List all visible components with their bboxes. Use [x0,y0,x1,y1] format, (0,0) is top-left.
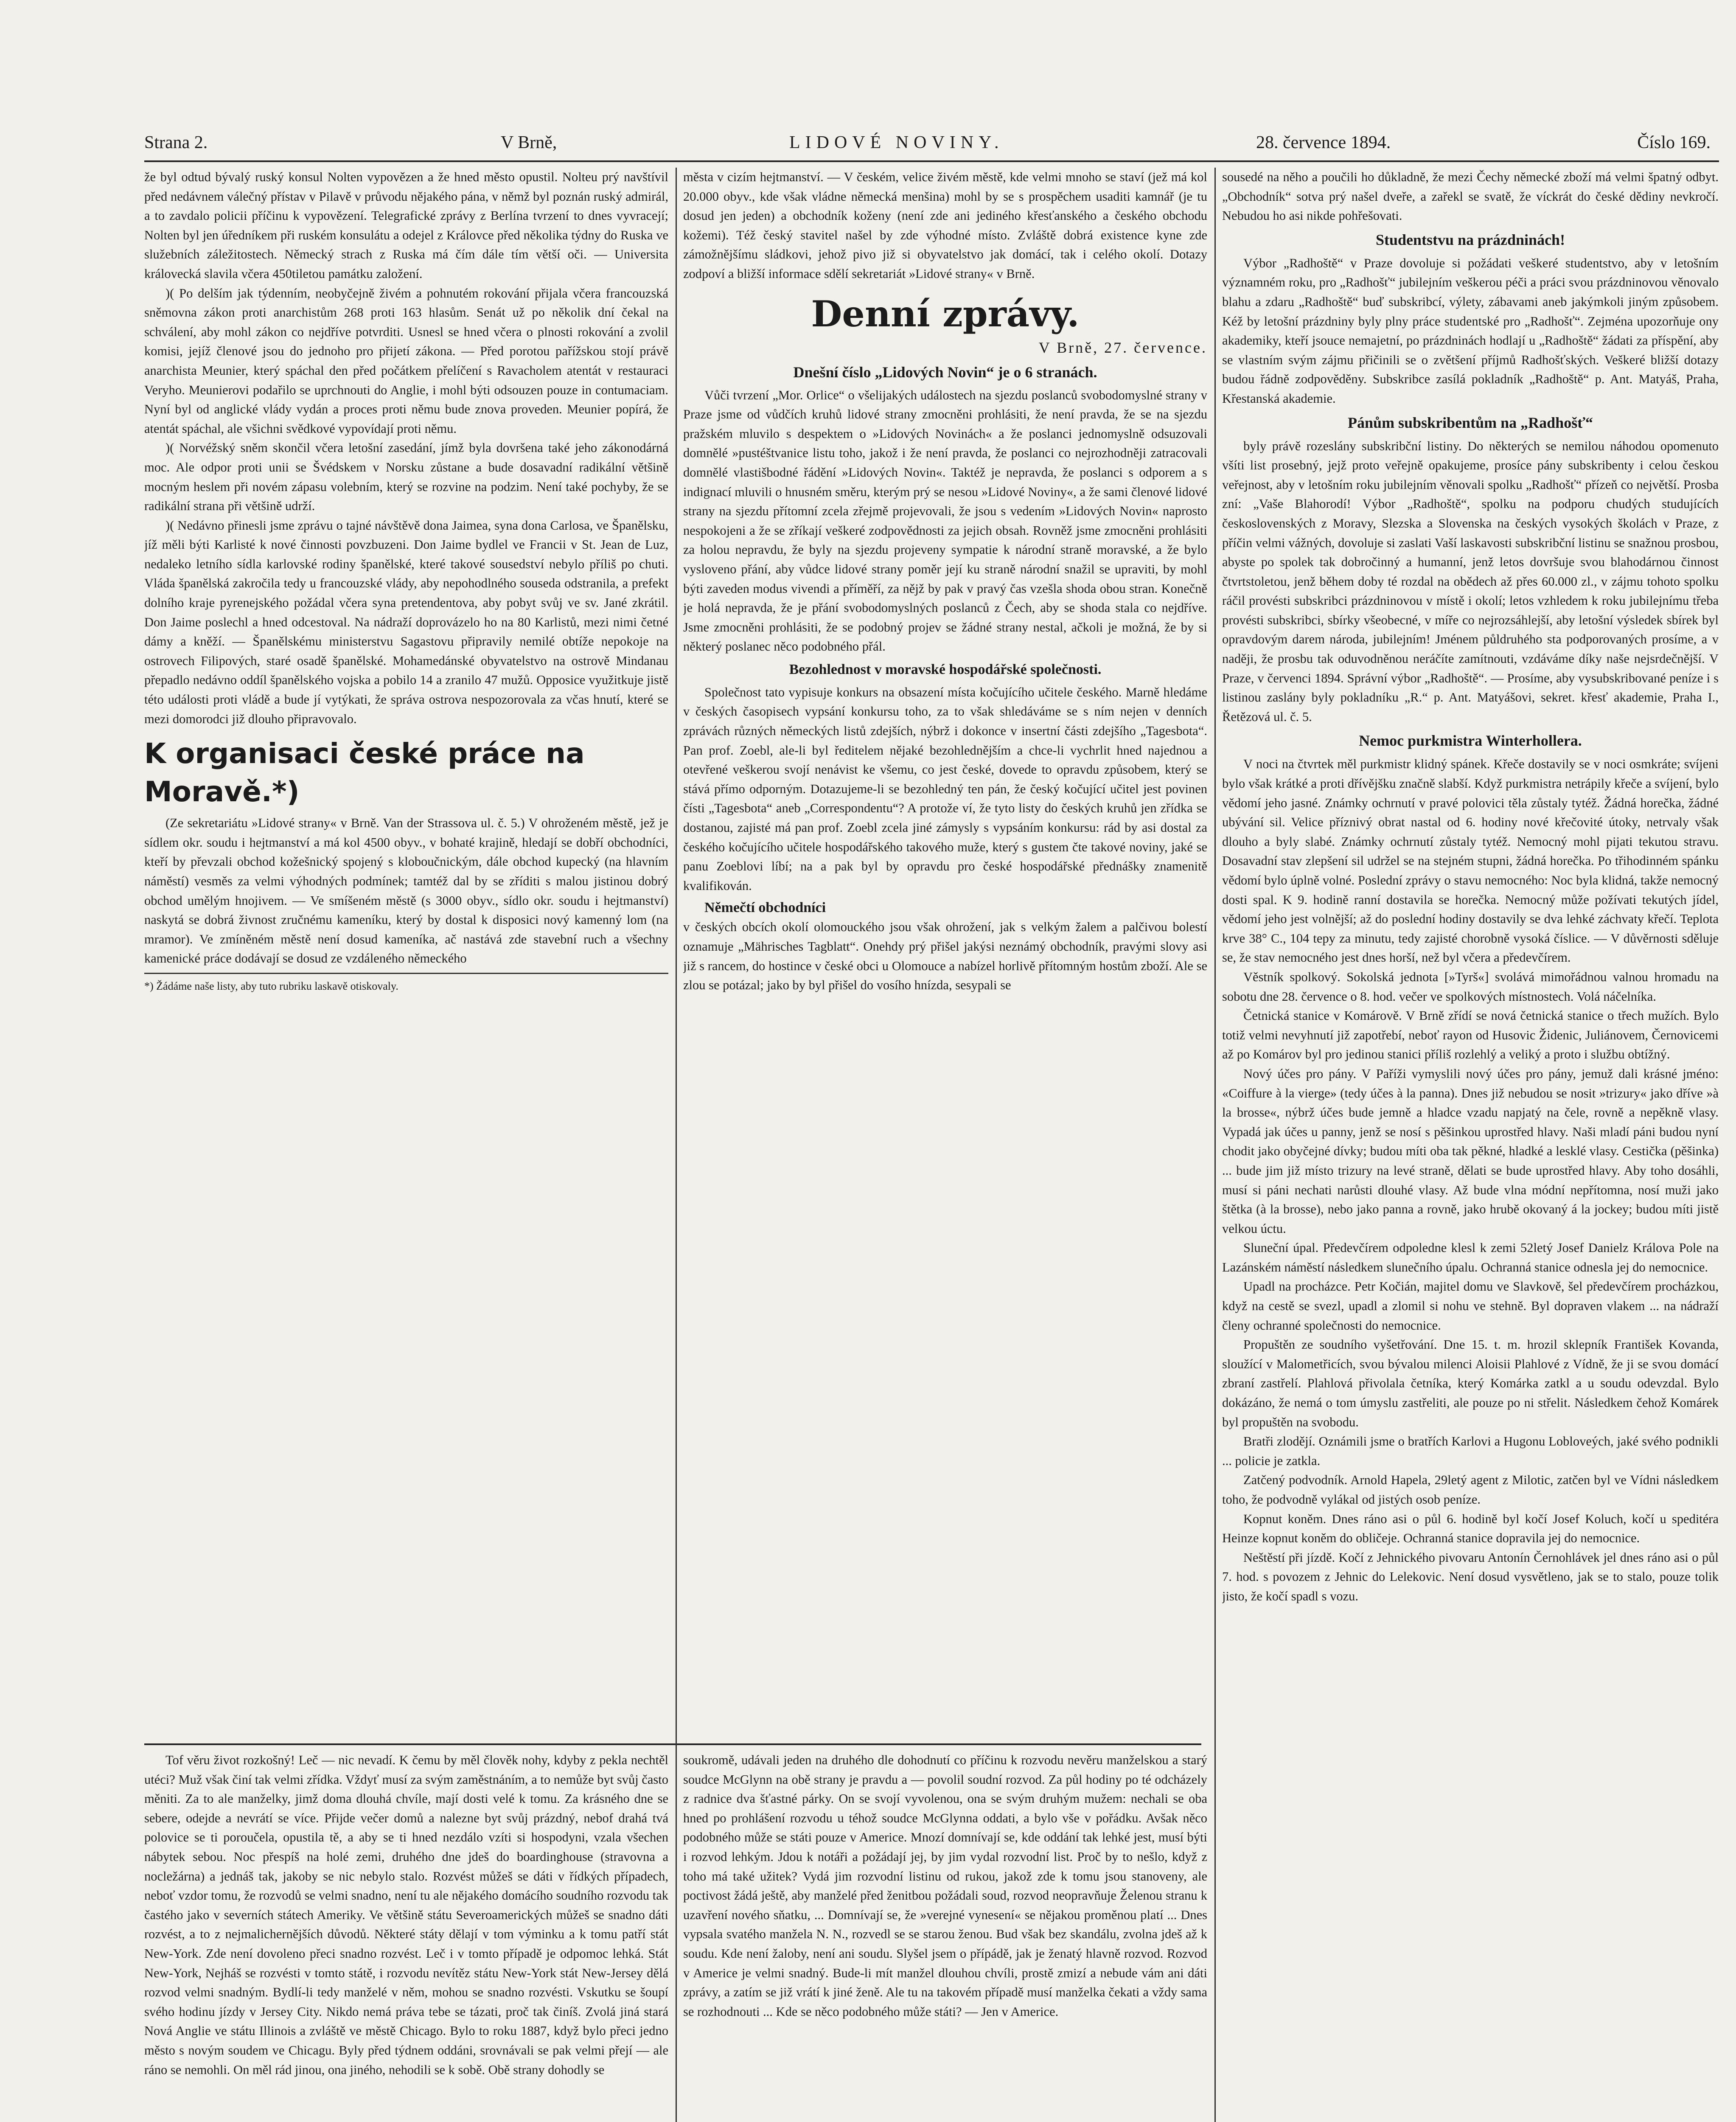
article-text: Vůči tvrzení „Mor. Orlice“ o všelijakých událostech na sjezdu poslanců svobodomyslné strany v Praze jsme od vůdčích kruhů lidové strany zmocněni prohlásiti, že není pravda, že se na sjezdu pražském mluvilo s despektem o »Lidových Novinách« a že poslanci jednomyslně odsuzovali domnělé »pustéštvanice listu toho, jakož i že není pravda, že poslanci co nejrozhodněji zatracovali domnělé vlastišbodné řádění »Lidových Novin«. Taktéž je nepravda, že poslanci s odporem a s indignací mluvili o hnusném směru, kterým prý se nesou »Lidové Noviny«, a že sami členové lidové strany na sjezdu přítomní zcela zřejmě projevovali, že jsou s vedením »Lidových Novin« naprosto nespokojeni a že se zříkají veškeré zodpovědnosti za jejich obsah. Rovněž jsme zmocněni prohlásiti za holou nepravdu, že byly na sjezdu projeveny sympatie k národní straně moravské, a že bylo vysloveno přání, aby vůdce lidové strany poměr její ku straně národní snažil se upraviti, by mohl býti zaveden modus vivendi a příměří, za nějž by pak v pravý čas vzešla shoda obou stran. Konečně je holá nepravda, že je přání svobodomyslných poslanců z Čech, aby se shoda stala co nejdříve. Jsme zmocněni prohlásiti, že se podobný projev se žádné strany nestal, ačkoli je možná, že by si některý poslanec něco podobného přál. [683,387,1207,654]
news-item: Propuštěn ze soudního vyšetřování. Dne 15. t. m. hrozil sklepník František Kovanda, sloužící v Malometřicích, svou bývalou milenci Aloisii Plahlové z Vídně, že ji se svou domácí zbraní zastřelí. Plahlová přivolala četníka, který Komárka zatkl a u soudu odevzdal. Bylo dokázáno, že nemá o tom úmyslu zastřeliti, ale pouze po ni střelit. Následkem čehož Komárek byl propuštěn na svobodu. [1222,1337,1719,1429]
footnote: *) Žádáme naše listy, aby tuto rubriku laskavě otiskovaly. [144,980,398,992]
article-text: )( Norvéžský sněm skončil včera letošní zasedání, jímž byla dovršena také jeho zákonodárná moc. Ale odpor proti unii se Švédskem v Norsku zůstane a bude dosavadní radikální většině mocným heslem při novém zápasu volebním, který se rozvine na podzim. Není také pochyby, že se radikální strana při většině udrží. [144,441,668,514]
page-label: Strana 2. [144,133,208,152]
news-item: Nový účes pro pány. V Paříži vymyslili nový účes pro pány, jemuž dali krásné jméno: «Coiffure à la vierge» (tedy účes à la panna). Dnes již nebudou se nosit »trizury« jako dříve »à la brosse«, nýbrž účes bude jemně a hladce vzadu napjatý na čele, rovně a nepěkně vlasy. Vypadá jak účes u panny, jenž se nosí s pěšinkou uprostřed hlavy. Naši mladí páni budou nyní chodit jako obyčejné dívky; budou míti oba tak pěkné, hladké a lesklé vlasy. Cestička (pěšinka) ... bude jim již místo trizury na levé straně, dělati se bude uprostřed hlavy. Aby toho dosáhli, musí si páni nechati narůsti dlouhé vlasy. Až bude vlna módní nepřítomna, nosí muži jako štětka (à la brosse), nebo jako panna a rovně, jako hrubě okovaný á la jockey; budou míti jistě velkou úctu. [1222,1066,1719,1236]
feuilleton-column-2 [683,1751,1207,2122]
section-heading: K organisaci české práce na Moravě.*) [144,737,585,808]
news-item: Kopnut koněm. Dnes ráno asi o půl 6. hodině byl kočí Josef Koluch, kočí u speditéra Heinze kopnut koněm do obličeje. Ochranná stanice dopravila jej do nemocnice. [1222,1511,1719,1546]
section-heading: Denní zprávy. [811,292,1080,335]
news-item: Zatčený podvodník. Arnold Hapela, 29letý agent z Milotic, zatčen byl ve Vídni následkem toho, že podvodně vylákal od jistých osob peníze. [1222,1473,1719,1507]
article-text: )( Po delším jak týdenním, neobyčejně živém a pohnutém rokování přijala včera francouzská sněmovna zákon proti anarchistům 268 proti 163 hlasům. Senát už po několik dní čekal na schválení, aby mohl zákon co nejdříve potvrditi. Usnesl se hned včera o plnosti rokování a zvolil komisi, jejíž členové jsou do jednoho pro přijetí zákona. — Před porotou pařížskou stojí právě anarchista Meunier, který spáchal den před počátkem přelíčení s Ravacholem atentát v restauraci Veryho. Meunierovi podařilo se uprchnouti do Anglie, i mohl býti odsouzen pouze in contumaciam. Nyní byl od anglické vlády vydán a proces proti němu bude znova proveden. Meunier popírá, že atentát spáchal, ale všichni svědkové vypovídají proti němu. [144,286,668,436]
article-heading: Bezohlednost v moravské hospodářské společnosti. [789,661,1102,677]
article-heading: Studentstvu na prázdninách! [1375,231,1565,248]
dateline: V Brně, 27. července. [1038,339,1207,356]
article-heading: Pánům subskribentům na „Radhošť“ [1348,414,1593,431]
article-text: Výbor „Radhoště“ v Praze dovoluje si požádati veškeré studentstvo, aby v letošním významném roku, pro „Radhošť“ jubilejním veškerou péči a práci svou prázdninovou věnovalo blahu a zdaru „Radhoště“ buď subskribcí, výlety, zábavami aneb jakýmkoli jiným způsobem. Kéž by letošní prázdniny byly plny práce studentské pro „Radhošť“. Zejména upozorňuje ony akademiky, kteří jsouce nemajetní, po prázdninách hodlají u „Radhoště“ žádati za příspění, aby se vlastním svým zájmu přičinili se o zvětšení příjmů Radhošťských. Veškeré bližší dotazy budou řádně zodpověděny. Subskribce zasílá pokladník „Radhoště“ p. Ant. Matyáš, Praha, Křestanská akademie. [1222,255,1719,406]
news-item: Sluneční úpal. Předevčírem odpoledne klesl k zemi 52letý Josef Danielz Králova Pole na Lazánském náměstí následkem slunečního úpalu. Ochranná stanice odnesla jej do nemocnice. [1222,1241,1719,1274]
article-text: Společnost tato vypisuje konkurs na obsazení místa kočujícího učitele českého. Marně hledáme v českých časopisech vypsání konkursu toho, za to však shledáváme se s ním nejen v denních zprávách různých německých listů zdejších, nýbrž i dokonce v insertní části zdejšího „Tagesbota“. Pan prof. Zoebl, ale-li byl ředitelem nějaké bezohlednějším a chce-li vychrlit hned najednou a otevřené veškerou svojí nenávist ke všemu, co jest české, dovede to opravdu způsobem, který se stává přímo odporným. Dotazujeme-li se bezohledný ten pán, že český kočující učitel jest povinen čísti „Tagesbota“ aneb „Correspondentu“? A protože ví, že tyto listy do českých kruhů jen zřídka se dostanou, zajisté má pan prof. Zoebl zcela jiné zámysly s vypsáním konkursu: rád by asi dostal za českého kočujícího učitele hospodářského takového muže, který s gustem čte takové noviny, jaké se panu Zoeblovi líbí; na a pak byl by opravdu pro české hospodářské přednášky znamenitě kvalifikován. [683,685,1207,893]
feuilleton-text: soukromě, udávali jeden na druhého dle dohodnutí co příčinu k rozvodu nevěru manželskou a starý soudce McGlynn na obě strany je pravdu a — povolil soudní rozvod. Za půl hodiny po té odcházely z radnice dva šťastné párky. On se svojí vyvolenou, ona se svým druhým mužem: nechali se oba hned po prohlášení rozvodu u téhož soudce McGlynna oddati, a bylo vše v pořádku. Avšak něco podobného může se státi pouze v Americe. Mnozí domnívají se, kde oddání tak lehké jest, musí býti i rozvod lehkým. Jdou k notáři a požádají jej, by jim vydal rozvodní list. Proč by to nešlo, když z toho má také užitek? Vydá jim rozvodní listinu od rukou, jakož zde k tomu jsou stanoveny, ale poctivost žádá ještě, aby manželé před ženitbou požádali soud, rozvod neopravňuje Želenou stranu k uzavření nového sňatku, ... Domnívají se, že »verejné vynesení« se nějakou proměnou platí ... Dnes vypsala svatého manžela N. N., rozvedl se se starou ženou. Bud však bez skandálu, zvolna jdeš až k soudu. Kde není žaloby, není ani soudu. Slyšel jsem o přípádě, jak je ženatý hlavně rozvod. Rozvod v Americe je velmi snadný. Bude-li mít manžel dlouhou chvíli, prostě zmizí a nebude vám ani dáti zprávy, a zatím se již vrátí k jiné ženě. Ale tu na takovém případě musí manželka čekati a vždy sama se rozhodnouti ... Kde se něco podobného může státi? — Jen v Americe. [683,1753,1207,2019]
column-rule [1214,168,1216,2122]
article-heading: Němečtí obchodníci [704,900,826,916]
feuilleton-rule [144,1743,1201,1745]
page-header [144,132,1711,157]
article-text: v českých obcích okolí olomouckého jsou však ohrožení, jak s velkým žalem a palčivou bolestí oznamuje „Mährisches Tagblatt“. Onehdy prý přišel jakýsi neznámý obchodník, pravými slovy asi již s rancem, do hostince v české obci u Olomouce a nabízel horlivě přítomným hostům zboží. Ale se zlou se potázal; jako by byl přišel do vosího hnízda, sesypali se [683,920,1207,993]
article-text: sousedé na něho a poučili ho důkladně, že mezi Čechy německé zboží má velmi špatný odbyt. „Obchodník“ sotva prý našel dveře, a zařekl se svatě, že víckrát do české dědiny nevkročí. Nebudou ho asi nikde pohřešovati. [1222,170,1719,223]
article-heading: Nemoc purkmistra Winterhollera. [1359,732,1582,749]
article-text: že byl odtud bývalý ruský konsul Nolten vypovězen a že hned město opustil. Nolteu prý navštívil před nedávnem válečný přístav v Pilavě v průvodu nějakého pána, v němž byl poznán ruský admirál, a to zavdalo policii příčinu k vypovězení. Telegrafické zprávy z Berlína tvrzení to dnes vyvracejí; Nolten byl jen úředníkem při ruském konsulátu a odejel z Královce před několika týdny do Ruska ve služebních záležitostech. Německý strach z Ruska má čím dále tím větší oči. — Universita královecká slavila včera 450tiletou památku založení. [144,170,668,281]
article-text: byly právě rozeslány subskribční listiny. Do některých se nemilou náhodou opomenuto všíti list prosebný, jejž proto veřejně opakujeme, prosíce pány subskribenty i celou českou veřejnost, aby v letošním roku jubilejním věnovali spolku „Radhošť“ přízeň co největší. Prosba zní: „Vaše Blahorodí! Výbor „Radhoště“, spolku na podporu chudých studujících československých z Moravy, Slezska a Slovenska na českých vysokých školách v Praze, z příčin velmi vážných, dovoluje si zaslati Vaší laskavosti subskribční listinu se snažnou prosbou, abyste po spolek tak dobročinný a humanní, jenž letos dovršuje svou blahodárnou činnost čtvrtstoletou, jenž během doby té rozdal na obědech až přes 60.000 zl., v zájmu tohoto spolku ráčil provésti subskribci prázdninovou v místě i okolí; letos vzhledem k roku jubilejnímu třeba provésti subskribci, sbírky všeobecné, v míře co nejrozsáhlejší, aby letošní výsledek sbírek byl opravdovým darem národa, jubilejním! Jménem půldruhého sta podporovaných prosíme, a v naději, že prosbu tak oduvodněnou neráčíte zamítnouti, vzdáváme díky naše nejsrdečnější. V Praze, v červenci 1894. Správní výbor „Radhoště“. — Prosíme, aby vysubskribované peníze i s listinou zaslány byly pokladníku „R.“ p. Ant. Matyášovi, sekret. křesť akademie, Praha I., Řetězová ul. č. 5. [1222,438,1719,724]
news-item: Věstník spolkový. Sokolská jednota [»Tyrš«] svolává mimořádnou valnou hromadu na sobotu dne 28. července o 8. hod. večer ve spolkových místnostech. Volá náčelníka. [1222,969,1719,1004]
news-item: Upadl na procházce. Petr Kočián, majitel domu ve Slavkově, šel předevčírem procházkou, když na cestě se svezl, upadl a zlomil si nohu ve stehně. Byl dopraven vlakem ... na nádraží členy ochranné společnosti do nemocnice. [1222,1279,1719,1333]
newspaper-title: LIDOVÉ NOVINY. [789,133,1004,152]
article-text: města v cizím hejtmanství. — V českém, velice živém městě, kde velmi mnoho se staví (jež má kol 20.000 obyv., kde však vládne německá menšina) mohl by se s prospěchem usaditi kamnář (je tu dosud jen jeden) a obchodník koženy (není zde ani jediného křesťanského a českého obchodu kožemi). Též český stavitel našel by zde výhodné místo. Zvláště dobrá existence kyne zde zámožnějšímu sládkovi, jehož pivo již si obyvatelstvo jak domácí, tak i celého okolí. Dotazy zodpoví a bližší informace sdělí sekretariát »Lidové strany« v Brně. [683,170,1207,281]
column-2 [683,168,1207,1738]
news-item: Bratři zlodějí. Oznámili jsme o bratřích Karlovi a Hugonu Lobloveých, jaké svého podnikli ... policie je zatkla. [1222,1434,1719,1468]
footnote-rule [144,973,668,974]
header-rule [144,160,1719,162]
column-3 [1222,168,1719,2122]
article-text: V noci na čtvrtek měl purkmistr klidný spánek. Křeče dostavily se v noci osmkráte; svíjeni bylo však krátké a proti dřívějšku značně slabší. Když purkmistra netrápily křeče a svíjení, bylo vědomí jeho jasné. Známky ochrnutí v pravé polovici těla zůstaly tytéž. Žádná horečka, žádné ubývání sil. Velice příznivý obrat nastal od 6. hodiny nové křečovité útoky, netrvaly však dlouho a byly slabé. Známky ochrnutí zůstaly tytéž. Nemocný mohl pijati tekutou stravu. Dosavadní stav zlepšení sil udržel se na stejném stupni, žádná horečka. Po třihodinném spánku vědomí bylo úplně volné. Poslední zprávy o stavu nemocného: Noc byla klidná, takže nemocný dosti spal. K 9. hodině ranní dostavila se horečka. Nemocný může požívati tekutých jídel, vědomí jeho jest volnější; až do poslední hodiny dostavily se dva lehké záchvaty křečí. Teplota krve 38° C., 104 tepy za minutu, tedy zajisté chorobně vysoká číslice. — V důvěrnosti sděluje se, že stav nemocného jest dnes horší, než byl včera a předevčírem. [1222,757,1719,965]
article-text: )( Nedávno přinesli jsme zprávu o tajné návštěvě dona Jaimea, syna dona Carlosa, ve Španělsku, jíž měli býti Karlisté k nové činnosti povzbuzeni. Don Jaime bydlel ve Francii v St. Jean de Luz, nedaleko letního sídla karlovské rodiny španělské, které takové sousedství nebylo příliš po chuti. Vláda španělská zakročila tedy u francouzské vlády, aby nepohodlného souseda odstranila, a prefekt dolního kraje pyrenejského požádal včera syna pretendentova, aby pobyt svůj ve sv. Jané zkrátil. Don Jaime poslechl a hned odcestoval. Na nádraží doprovázelo ho na 80 Karlistů, mezi nimi četné dámy a kněží. — Španělskému ministerstvu Sagastovu připravily nemilé obtíže nepokoje na ostrovech Filipových, staré osadě španělské. Mohamedánské obyvatelstvo na ostrově Mindanau přepadlo nedávno oddíl španělského vojska a pobilo 14 a zranilo 47 mužů. Opposice využitkuje jistě této události proti vládě a bude jí vytýkati, že správa ostrova nespozorovala za včas hnutí, které se mezi domorodci již dlouho připravovalo. [144,518,668,726]
column-1 [144,168,668,1738]
issue-number: Číslo 169. [1637,133,1711,152]
news-item: Četnická stanice v Komárově. V Brně zřídí se nová četnická stanice o třech mužích. Bylo totiž velmi nevyhnutí již zapotřebí, neboť rayon od Husovic Židenic, Juliánovem, Černovicemi až po Komárov byl pro jedinou stanici příliš rozlehlý a veliký a proto i službu obtížný. [1222,1008,1719,1062]
feuilleton-text: Tof věru život rozkošný! Leč — nic nevadí. K čemu by měl člověk nohy, kdyby z pekla nechtěl utéci? Muž však činí tak velmi zřídka. Vždyť musí za svým zaměstnáním, a to nemůže byt svůj často měniti. Za to ale manželky, jimž doma dlouhá chvíle, mají dosti velé k tomu. Za krásného dne se sebere, odejde a nevrátí se více. Přijde večer domů a nalezne byt svůj prázdný, nebof drahá tvá polovice se ti poroučela, opustila tě, a aby se ti hned nezdálo vzíti si hospodyni, vzala všechen nábytek sebou. Noc přespíš na holé zemi, druhého dne jdeš do boardinghouse (stravovna a nocležárna) a jednáš tak, jakoby se nic nebylo stalo. Rozvést můžeš se dáti v řídkých případech, neboť vzdor tomu, že rozvodů se velmi snadno, není tu ale nějakého domácího soudního rozvodu tak častého jako v severních státech Ameriky. Ve většině státu Severoamerických můžeš se snadno dáti rozvést, a to z nejmalichernějších důvodů. Některé státy dělají v tom výminku a k tomu patří stát New-York. Zde není dovoleno přeci snadno rozvést. Leč i v tomto případě je odpomoc lehká. Stát New-York, Nejháš se rozvésti v tomto státě, i rozvodu nevítěz státu New-York stát New-Jersey dělá rozvod velmi snadným. Bydlí-li tedy manželé v něm, mohou se snadno rozvésti. Vskutku se šoupí svého hodinu jízdy v Jersey City. Nikdo nemá práva tebe se tázati, proč tak činíš. Zvolá jiná stará Nová Anglie ve státu Illinois a zvláště ve městě Chicago. Bylo to roku 1887, když bylo přeci jedno město s novým soudem ve Chicagu. Byly před týdnem oddáni, srovnávali se pak velmi přejí — ale ráno se nemohli. On měl rád jinou, ona jiného, nehodili se k sobě. Obě strany dohodly se [144,1753,668,2077]
feuilleton-column-1 [144,1751,668,2122]
article-text: (Ze sekretariátu »Lidové strany« v Brně. Van der Strassova ul. č. 5.) V ohroženém městě, jež je sídlem okr. soudu i hejtmanství a má kol 4500 obyv., v bohaté krajině, hledají se dobří obchodníci, kteří by převzali obchod kožešnický spojený s kloboučnickým, dále obchod kupecký (na hlavním náměstí) vesměs za velmi výhodných podmínek; tamtéž dal by se zříditi s malou jistinou dobrý obchod umělým hnojivem. — Ve smíšeném městě (s 3000 obyv., sídlo okr. soudu i hejtmanství) naskytá se dobrá živnost zručnému kameníku, který by dostal k disposici nový kamenný lom (na mramor). Ve zmíněném městě není dosud kameníka, ač nastává zde stavební ruch a všechny kamenické práce dodávají se dosud ze vzdáleného německého [144,816,668,966]
issue-notice: Dnešní číslo „Lidových Novin“ je o 6 stranách. [793,363,1097,381]
column-rule [676,168,677,2122]
news-item: Neštěstí při jízdě. Kočí z Jehnického pivovaru Antonín Černohlávek jel dnes ráno asi o půl 7. hod. s povozem z Jehnic do Lelekovic. Není dosud vysvětleno, jak se to stalo, pouze tolik jisto, že kočí spadl s vozu. [1222,1550,1719,1603]
header-date: 28. července 1894. [1256,133,1391,152]
header-place: V Brně, [501,133,557,152]
